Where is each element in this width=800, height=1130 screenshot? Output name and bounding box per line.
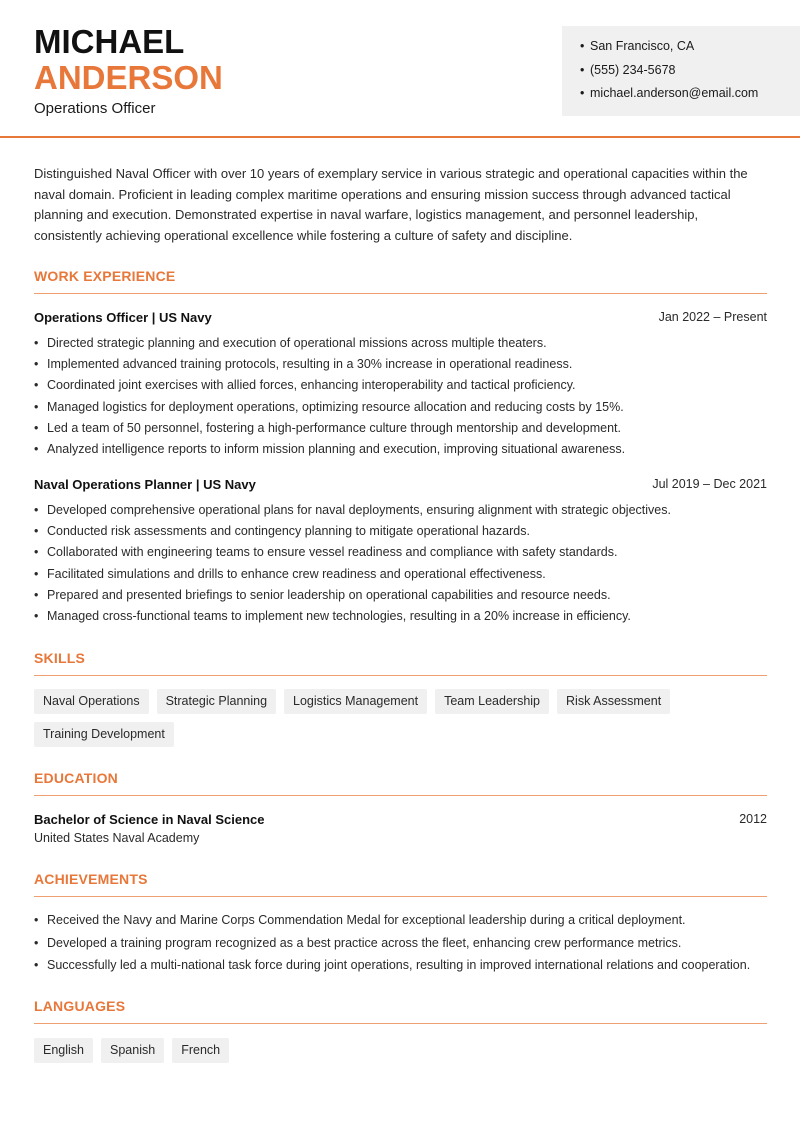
skill-tag: Team Leadership xyxy=(435,689,549,714)
job-1-dates: Jan 2022 – Present xyxy=(658,310,767,324)
list-item: • Developed a training program recognized as a best practice across the fleet, enhancing crew performance metrics. xyxy=(34,935,774,958)
skill-tag: Training Development xyxy=(34,722,174,747)
skills-list xyxy=(34,689,774,747)
language-tag: French xyxy=(172,1038,229,1063)
list-item: • Received the Navy and Marine Corps Commendation Medal for exceptional leadership during a critical deployment. xyxy=(34,912,774,935)
section-title-languages: LANGUAGES xyxy=(34,998,767,1024)
professional-summary: Distinguished Naval Officer with over 10 years of exemplary service in various strategic and operational capacities within the naval domain. Proficient in leading complex maritime operations and ensuring mission success through advanced tactical planning and execution. Demonstrated expertise in naval warfare, logistics management, and personnel leadership, consistently achieving operational excellence while fostering a culture of safety and discipline. xyxy=(34,166,748,243)
list-item: • Managed cross-functional teams to implement new technologies, resulting in a 20% increase in efficiency. xyxy=(34,608,774,629)
skill-tag: Naval Operations xyxy=(34,689,149,714)
list-item: • Collaborated with engineering teams to ensure vessel readiness and compliance with safety standards. xyxy=(34,544,774,565)
contact-box xyxy=(562,26,800,116)
education-degree: Bachelor of Science in Naval Science xyxy=(34,812,265,827)
list-item: • Analyzed intelligence reports to inform mission planning and execution, improving situational awareness. xyxy=(34,441,774,462)
education-year: 2012 xyxy=(739,812,767,826)
section-title-education: EDUCATION xyxy=(34,770,767,796)
achievements-list xyxy=(34,912,774,980)
language-tag: Spanish xyxy=(101,1038,164,1063)
list-item: • Led a team of 50 personnel, fostering a high-performance culture through mentorship and development. xyxy=(34,420,774,441)
contact-email: • michael.anderson@email.com xyxy=(580,85,800,109)
skill-tag: Strategic Planning xyxy=(157,689,276,714)
job-title: Operations Officer xyxy=(34,100,156,117)
section-title-achievements: ACHIEVEMENTS xyxy=(34,871,767,897)
first-name: MICHAEL xyxy=(34,23,185,60)
section-title-work: WORK EXPERIENCE xyxy=(34,268,767,294)
job-1-bullets xyxy=(34,335,774,462)
job-2-dates: Jul 2019 – Dec 2021 xyxy=(652,477,767,491)
list-item: • Successfully led a multi-national task force during joint operations, resulting in improved international relations and cooperation. xyxy=(34,957,774,980)
list-item: • Implemented advanced training protocols, resulting in a 30% increase in operational readiness. xyxy=(34,356,774,377)
list-item: • Prepared and presented briefings to senior leadership on operational capabilities and resource needs. xyxy=(34,587,774,608)
skill-tag: Risk Assessment xyxy=(557,689,670,714)
job-2-bullets xyxy=(34,502,774,629)
job-2-title: Naval Operations Planner | US Navy xyxy=(34,477,256,492)
job-1-title: Operations Officer | US Navy xyxy=(34,310,212,325)
list-item: • Developed comprehensive operational plans for naval deployments, ensuring alignment with strategic objectives. xyxy=(34,502,774,523)
resume-header xyxy=(0,0,800,138)
section-title-skills: SKILLS xyxy=(34,650,767,676)
languages-list xyxy=(34,1038,774,1063)
list-item: • Conducted risk assessments and contingency planning to mitigate operational hazards. xyxy=(34,523,774,544)
language-tag: English xyxy=(34,1038,93,1063)
contact-location: • San Francisco, CA xyxy=(580,38,800,62)
last-name: ANDERSON xyxy=(34,59,223,96)
list-item: • Coordinated joint exercises with allied forces, enhancing interoperability and tactical proficiency. xyxy=(34,377,774,398)
education-school: United States Naval Academy xyxy=(34,831,200,845)
candidate-name xyxy=(34,24,223,96)
contact-phone: • (555) 234-5678 xyxy=(580,62,800,86)
list-item: • Directed strategic planning and execution of operational missions across multiple theaters. xyxy=(34,335,774,356)
list-item: • Facilitated simulations and drills to enhance crew readiness and operational effectiveness. xyxy=(34,566,774,587)
skill-tag: Logistics Management xyxy=(284,689,427,714)
list-item: • Managed logistics for deployment operations, optimizing resource allocation and reducing costs by 15%. xyxy=(34,399,774,420)
